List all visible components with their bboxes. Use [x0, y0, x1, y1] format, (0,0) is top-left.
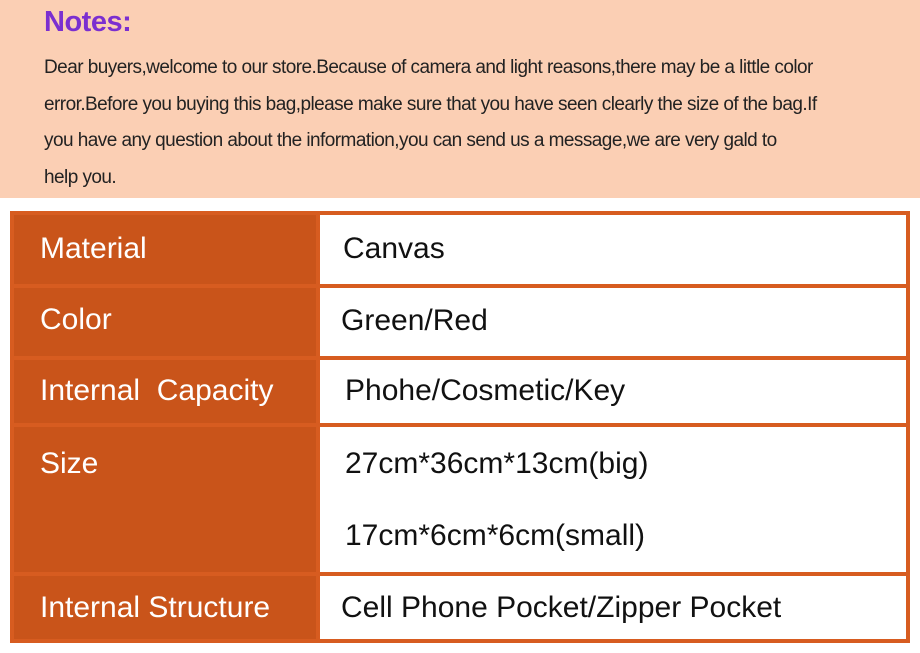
spec-label-color: Color [40, 303, 112, 336]
spec-value-color: Green/Red [341, 304, 488, 337]
spec-label-internal-structure: Internal Structure [40, 591, 271, 624]
spec-value-cell [320, 360, 906, 423]
spec-label-cell [14, 288, 316, 356]
spec-value-size-big: 27cm*36cm*13cm(big) [345, 447, 649, 480]
spec-label-cell [14, 360, 316, 423]
spec-row-internal-capacity [10, 360, 910, 423]
spec-label-size: Size [40, 447, 99, 480]
spec-value-size-small: 17cm*6cm*6cm(small) [345, 519, 646, 552]
spec-value-cell [320, 576, 906, 639]
spec-value-cell [320, 288, 906, 356]
spec-table [10, 211, 910, 643]
spec-row-color [10, 288, 910, 356]
spec-label-internal-capacity: Internal Capacity [40, 374, 274, 407]
spec-row-internal-structure [10, 576, 910, 639]
spec-value-internal-structure: Cell Phone Pocket/Zipper Pocket [341, 591, 782, 624]
notes-title: Notes: [44, 6, 132, 38]
spec-row-material [10, 215, 910, 284]
spec-label-cell [14, 576, 316, 639]
spec-label-cell [14, 427, 316, 572]
spec-row-size [10, 427, 910, 572]
spec-value-internal-capacity: Phohe/Cosmetic/Key [345, 374, 626, 407]
spec-label-cell [14, 215, 316, 284]
notes-body: Dear buyers,welcome to our store.Because of camera and light reasons,there may be a little color error.Before you buying this bag,please make sure that you have seen clearly the size of the bag.If you have any question about the information,you can send us a message,we are very gald to help you. [44, 57, 817, 188]
notes-panel [0, 0, 920, 198]
spec-label-material: Material [40, 232, 147, 265]
spec-value-material: Canvas [343, 232, 445, 265]
spec-value-cell [320, 427, 906, 572]
spec-value-cell [320, 215, 906, 284]
